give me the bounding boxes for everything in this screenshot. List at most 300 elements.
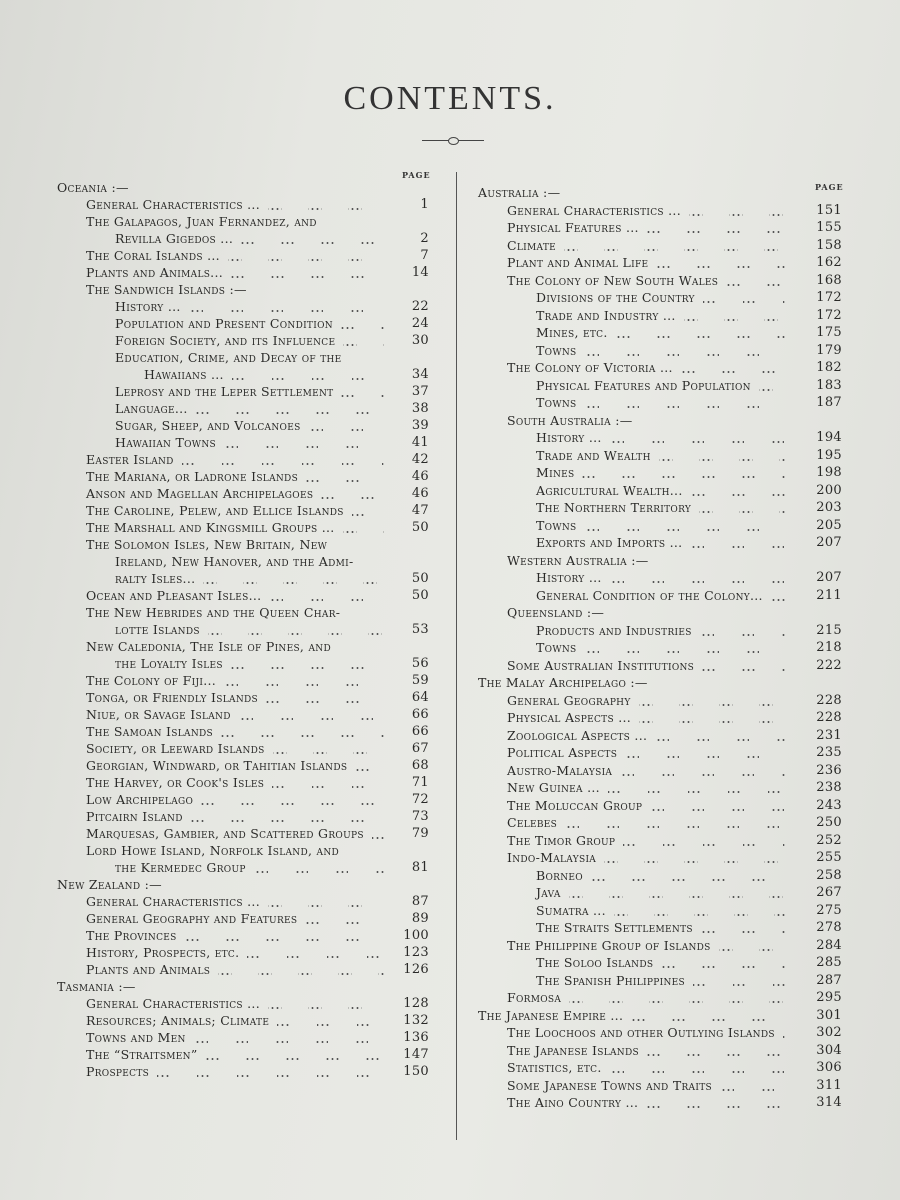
page-number: 162 [816,255,842,270]
page-number: 314 [816,1095,842,1110]
dot-leader [614,902,786,919]
dot-leader [254,859,385,876]
entry-title: South Australia :— [507,412,633,428]
dot-leader [231,655,385,672]
entry-title: Exports and Imports ... [536,535,683,550]
dot-leader [684,307,786,324]
contents-entry [478,254,842,272]
entry-title: The Timor Group [507,832,616,848]
contents-entry [478,902,842,920]
contents-entry [478,814,842,832]
dot-leader [702,657,786,674]
entry-title: Hawaiians ... [144,367,224,382]
entry-title: the Kermedec Group [115,860,246,875]
page-number: 46 [411,486,429,501]
dot-leader [620,762,786,779]
page-number: 89 [411,911,429,926]
entry-title: Low Archipelago [86,792,194,807]
page-number: 168 [816,272,842,288]
entry-title: The Colony of New South Wales [507,272,719,288]
contents-entry [478,307,842,325]
entry-title: The Japanese Empire ... [478,1007,624,1023]
contents-entry [478,657,842,675]
dot-leader [372,825,385,842]
dot-leader [191,808,385,825]
page-number: 50 [411,588,429,603]
contents-entry [57,961,429,978]
page-number: 302 [816,1025,842,1040]
page-number: 24 [411,316,429,331]
entry-title: Society, or Leeward Islands [86,741,265,756]
page-number: 66 [411,707,429,722]
contents-entry [57,451,429,468]
dot-leader [691,482,786,499]
section-heading [57,179,429,196]
dot-leader [783,1024,786,1041]
entry-title: The Loochoos and other Outlying Islands [507,1025,775,1040]
page-number: 250 [816,815,842,830]
contents-entry [478,394,842,412]
entry-title: The Straits Settlements [536,920,693,935]
contents-entry [478,219,842,237]
contents-entry [57,859,429,876]
section-heading [57,876,429,893]
contents-entry [478,604,842,622]
dot-leader [703,289,786,306]
entry-title: Political Aspects [507,745,618,760]
contents-entry [57,621,429,638]
entry-title: Australia :— [478,185,561,200]
contents-entry [478,972,842,990]
page-number: 71 [411,775,429,790]
page-number: 236 [816,762,842,778]
dot-leader [719,937,786,954]
dot-leader [196,400,385,417]
page-number: 222 [816,657,842,673]
contents-entry [478,639,842,657]
entry-title: The Northern Territory [536,500,692,515]
page-number: 228 [816,692,842,708]
dot-leader [182,451,385,468]
page-number: 301 [816,1007,842,1023]
dot-leader [241,230,385,247]
page-number: 304 [816,1042,842,1058]
entry-title: Mines [536,465,575,480]
entry-title: Resources; Animals; Climate [86,1013,270,1028]
dot-leader [690,534,786,551]
entry-title: Climate [507,237,556,253]
dot-leader [203,570,385,587]
dot-leader [631,1007,786,1024]
contents-entry [57,723,429,740]
entry-title: Oceania :— [57,180,129,195]
dot-leader [352,502,385,519]
entry-title: Trade and Industry ... [536,307,676,323]
entry-title: General Characteristics ... [86,996,260,1011]
page-number: 72 [411,792,429,807]
entry-title: Sumatra ... [536,902,606,918]
contents-entry [478,289,842,307]
section-heading [478,674,842,692]
contents-entry [57,281,429,298]
contents-entry [57,604,429,621]
page-number: 64 [411,690,429,705]
dot-leader [355,757,385,774]
dot-leader [309,417,385,434]
entry-title: The Japanese Islands [507,1042,639,1058]
contents-entry [478,534,842,552]
entry-title: History ... [115,299,181,314]
contents-entry [478,1094,842,1112]
contents-entry [478,342,842,360]
dot-leader [565,814,786,831]
contents-entry [57,468,429,485]
dot-leader [582,464,786,481]
dot-leader [699,499,786,516]
contents-entry [57,349,429,366]
entry-title: Towns [536,342,577,358]
page-number: 7 [420,248,429,263]
dot-leader [341,315,385,332]
page-number: 183 [816,377,842,393]
entry-title: The Marshall and Kingsmill Groups ... [86,520,335,535]
dot-leader [564,237,786,254]
dot-leader [701,919,786,936]
entry-title: Physical Aspects ... [507,710,632,725]
dot-leader [647,1042,786,1059]
ornament-divider [422,138,484,144]
entry-title: Physical Features ... [507,220,639,235]
contents-entry [57,706,429,723]
entry-title: Austro-Malaysia [507,762,613,778]
contents-entry [478,1024,842,1042]
dot-leader [646,1094,786,1111]
dot-leader [266,689,385,706]
contents-entry [478,1042,842,1060]
dot-leader [771,587,786,604]
page-number: 41 [411,435,429,450]
entry-title: Plant and Animal Life [507,255,649,270]
entry-title: The Harvey, or Cook's Isles [86,775,265,790]
page-number: 147 [403,1047,429,1062]
contents-entry [57,1029,429,1046]
entry-title: The Soloo Islands [536,955,654,970]
entry-title: The Mariana, or Ladrone Islands [86,469,299,484]
page-number: 66 [411,724,429,739]
page-number: 285 [816,955,842,970]
contents-entry [478,272,842,290]
page-number: 207 [816,535,842,550]
contents-entry [57,383,429,400]
dot-leader [157,1063,385,1080]
entry-title: Foreign Society, and its Influence [115,333,336,348]
dot-leader [681,359,786,376]
contents-entry [57,298,429,315]
entry-title: The “Straitsmen” [86,1047,198,1062]
contents-entry [478,359,842,377]
page-number: 37 [411,384,429,399]
dot-leader [693,972,786,989]
entry-title: Easter Island [86,452,174,467]
dot-leader [585,342,786,359]
dot-leader [655,727,786,744]
dot-leader [272,774,385,791]
page-number: 187 [816,395,842,410]
contents-entry [57,332,429,349]
page-number: 278 [816,920,842,935]
contents-entry [57,536,429,553]
dot-leader [268,995,385,1012]
page-number: 255 [816,850,842,865]
entry-title: The New Hebrides and the Queen Char- [86,605,341,620]
contents-right-column [478,184,842,1112]
contents-entry [478,429,842,447]
contents-entry [57,400,429,417]
page-number: 1 [420,197,429,212]
page-number: 42 [411,452,429,467]
entry-title: Celebes [507,815,558,830]
page-number: 238 [816,780,842,795]
contents-entry [57,587,429,604]
contents-entry [57,672,429,689]
page-number: 207 [816,570,842,585]
entry-title: Physical Features and Population [536,377,751,393]
page-number: 287 [816,972,842,988]
section-heading [478,1007,842,1025]
page-number: 30 [411,333,429,348]
entry-title: History ... [536,570,602,585]
contents-entry [57,944,429,961]
page-number: 2 [420,231,429,246]
entry-title: History, Prospects, etc. [86,945,240,960]
contents-entry [57,417,429,434]
dot-leader [341,383,385,400]
dot-leader [224,672,385,689]
entry-title: Some Japanese Towns and Traits [507,1077,712,1093]
contents-entry [478,762,842,780]
contents-entry [57,196,429,213]
entry-title: Towns [536,517,577,533]
contents-entry [478,324,842,342]
contents-entry [478,412,842,430]
contents-entry [57,213,429,230]
page-number: 56 [411,656,429,671]
page-number: 311 [816,1077,842,1093]
contents-entry [478,464,842,482]
page-number: 155 [816,220,842,235]
entry-title: Ireland, New Hanover, and the Admi- [115,554,354,569]
contents-entry [478,447,842,465]
page-number: 136 [403,1030,429,1045]
page-number: 14 [411,265,429,280]
page-number: 67 [411,741,429,756]
contents-entry [57,740,429,757]
dot-leader [189,298,385,315]
entry-title: Marquesas, Gambier, and Scattered Groups [86,826,364,841]
contents-entry [478,1077,842,1095]
contents-entry [478,237,842,255]
dot-leader [221,723,385,740]
contents-entry [57,315,429,332]
column-divider [456,172,457,1140]
page-column-header-left: PAGE [402,170,431,180]
contents-entry [57,774,429,791]
dot-leader [604,849,786,866]
contents-entry [57,927,429,944]
contents-entry [478,832,842,850]
entry-title: Education, Crime, and Decay of the [115,350,342,365]
contents-entry [57,264,429,281]
page-number: 195 [816,447,842,463]
entry-title: Borneo [536,867,583,883]
page-number: 79 [411,826,429,841]
entry-title: The Moluccan Group [507,797,643,813]
entry-title: Products and Industries [536,622,692,638]
entry-title: Population and Present Condition [115,316,333,331]
contents-entry [478,202,842,220]
page-number: 179 [816,342,842,358]
entry-title: Prospects [86,1064,150,1079]
contents-entry [57,655,429,672]
dot-leader [269,587,385,604]
entry-title: Divisions of the Country [536,290,695,305]
entry-title: Formosa [507,990,562,1005]
dot-leader [608,779,786,796]
contents-entry [57,519,429,536]
dot-leader [610,569,786,586]
entry-title: Plants and Animals [86,962,211,977]
entry-title: General Geography [507,692,631,708]
dot-leader [239,706,385,723]
entry-title: Tasmania :— [57,979,136,994]
contents-entry [478,989,842,1007]
entry-title: The Spanish Philippines [536,972,685,988]
entry-title: Towns [536,395,577,410]
page-number: 47 [411,503,429,518]
entry-title: The Malay Archipelago :— [478,675,648,690]
entry-title: The Solomon Isles, New Britain, New [86,537,328,552]
page-number: 175 [816,325,842,340]
section-heading [478,184,842,202]
contents-entry [57,825,429,842]
contents-entry [57,791,429,808]
contents-entry [478,779,842,797]
entry-title: lotte Islands [115,622,200,637]
dot-leader [206,1046,385,1063]
entry-title: Hawaiian Towns [115,435,217,450]
page-number: 39 [411,418,429,433]
entry-title: New Zealand :— [57,877,162,892]
dot-leader [305,910,385,927]
contents-entry [57,485,429,502]
page-number: 205 [816,517,842,533]
page-number: 46 [411,469,429,484]
dot-leader [277,1012,385,1029]
page-number: 34 [411,367,429,382]
page-number: 68 [411,758,429,773]
contents-entry [478,552,842,570]
page-number: 38 [411,401,429,416]
dot-leader [228,247,385,264]
page-number: 81 [411,860,429,875]
dot-leader [585,517,786,534]
page-number: 73 [411,809,429,824]
contents-entry [57,757,429,774]
entry-title: Some Australian Institutions [507,657,695,673]
page-number: 228 [816,710,842,725]
contents-entry [478,499,842,517]
entry-title: General Geography and Features [86,911,298,926]
entry-title: The Colony of Victoria ... [507,360,673,375]
page-number: 295 [816,990,842,1005]
entry-title: Pitcairn Island [86,809,183,824]
entry-title: The Caroline, Pelew, and Ellice Islands [86,503,344,518]
page-number: 218 [816,640,842,655]
dot-leader [343,519,385,536]
dot-leader [616,324,786,341]
entry-title: The Philippine Group of Islands [507,937,711,953]
page-number: 53 [411,622,429,637]
page-number: 87 [411,894,429,909]
contents-entry [57,366,429,383]
page-number: 252 [816,832,842,848]
entry-title: General Characteristics ... [86,894,260,909]
dot-leader [569,884,786,901]
dot-leader [231,264,385,281]
entry-title: The Samoan Islands [86,724,213,739]
page-number: 126 [403,962,429,977]
page-number: 50 [411,520,429,535]
dot-leader [268,196,385,213]
page-title: CONTENTS. [343,80,557,117]
dot-leader [232,366,385,383]
page-number: 198 [816,465,842,480]
entry-title: General Characteristics ... [86,197,260,212]
page-number: 215 [816,622,842,638]
dot-leader [623,832,786,849]
page-number: 151 [816,202,842,218]
page-number: 275 [816,902,842,918]
page-number: 243 [816,797,842,813]
contents-entry [478,1059,842,1077]
entry-title: Towns and Men [86,1030,186,1045]
entry-title: Indo-Malaysia [507,850,597,865]
dot-leader [208,621,385,638]
entry-title: Mines, etc. [536,325,608,340]
page-number: 158 [816,237,842,253]
entry-title: The Coral Islands ... [86,248,220,263]
contents-entry [478,954,842,972]
entry-title: Plants and Animals... [86,265,224,280]
dot-leader [273,740,385,757]
dot-leader [726,272,786,289]
page-number: 128 [403,996,429,1011]
dot-leader [306,468,385,485]
contents-entry [478,377,842,395]
dot-leader [610,429,786,446]
page-number: 182 [816,360,842,375]
contents-left-column [57,179,429,1080]
dot-leader [585,639,786,656]
contents-entry [478,692,842,710]
contents-entry [57,1012,429,1029]
dot-leader [185,927,385,944]
contents-entry [478,797,842,815]
entry-title: Towns [536,640,577,655]
dot-leader [759,377,786,394]
page-number: 150 [403,1064,429,1079]
contents-entry [57,570,429,587]
